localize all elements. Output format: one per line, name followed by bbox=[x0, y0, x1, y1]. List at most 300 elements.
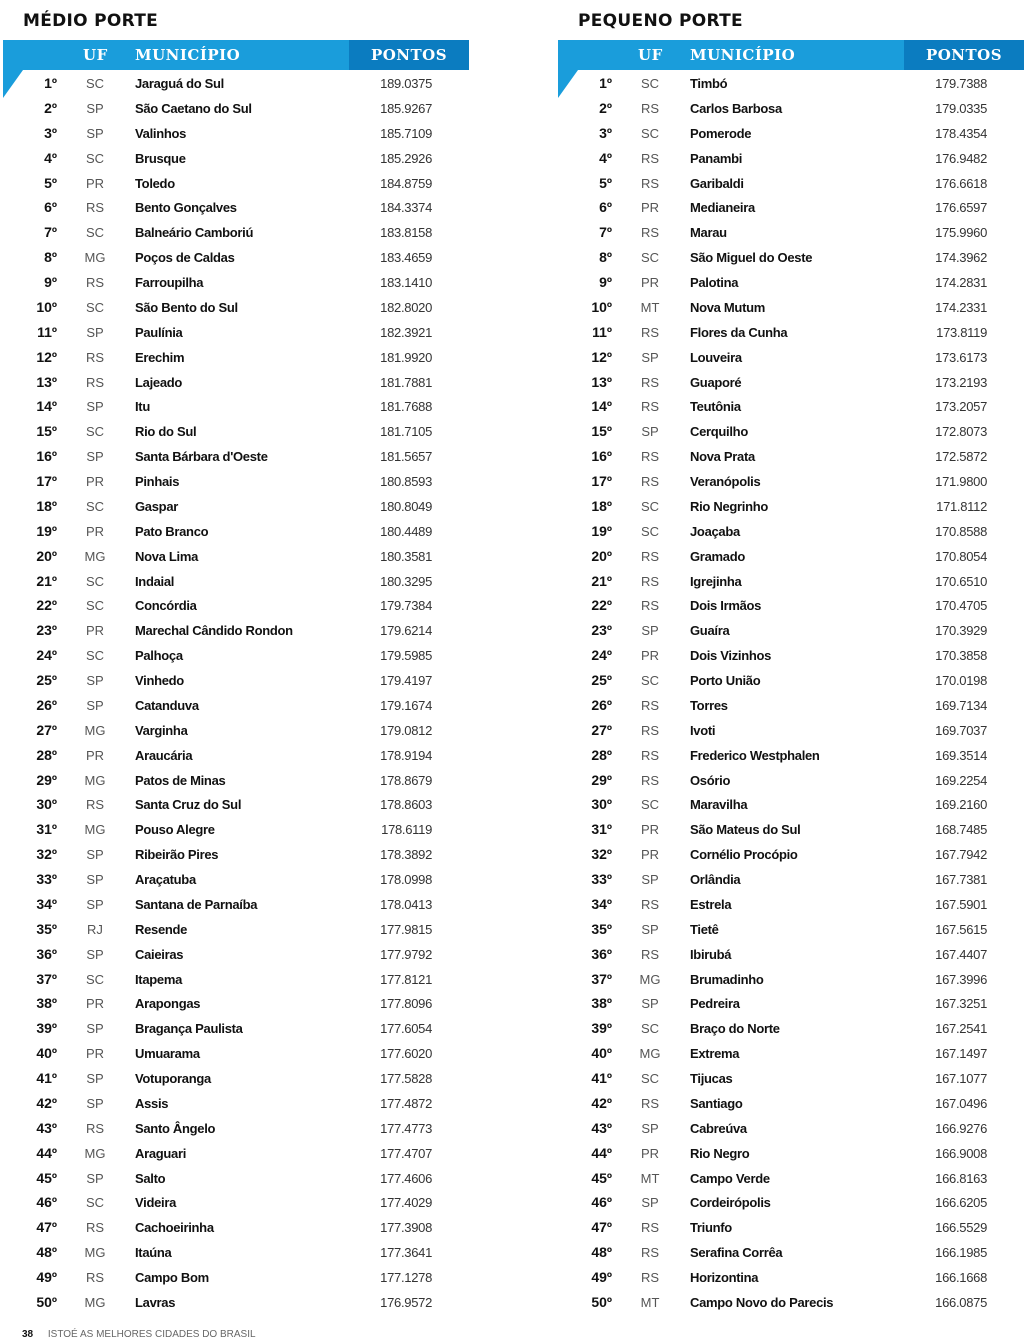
rank-cell: 15º bbox=[36, 423, 57, 440]
municipio-cell: Lavras bbox=[135, 1294, 176, 1310]
uf-cell: RS bbox=[640, 548, 660, 564]
pontos-cell: 179.4197 bbox=[380, 673, 432, 688]
table-row bbox=[3, 171, 469, 196]
uf-cell: SP bbox=[641, 623, 659, 639]
pontos-cell: 177.4029 bbox=[380, 1195, 432, 1211]
uf-cell: SC bbox=[85, 573, 105, 589]
municipio-header: MUNICÍPIO bbox=[690, 46, 796, 64]
municipio-cell: Torres bbox=[690, 697, 728, 713]
table-row bbox=[558, 1190, 1024, 1215]
uf-cell: SP bbox=[86, 125, 104, 141]
pontos-cell: 177.9815 bbox=[380, 921, 432, 937]
pontos-cell: 176.9572 bbox=[380, 1294, 432, 1310]
uf-cell: SC bbox=[85, 424, 105, 440]
municipio-cell: Tietê bbox=[690, 921, 719, 937]
medio-porte-title: MÉDIO PORTE bbox=[23, 11, 159, 31]
pontos-cell: 170.8054 bbox=[935, 548, 987, 564]
pontos-cell: 177.6020 bbox=[380, 1046, 432, 1062]
table-row bbox=[3, 1215, 469, 1240]
rank-cell: 20º bbox=[36, 547, 57, 564]
pontos-cell: 170.6510 bbox=[935, 573, 987, 589]
municipio-cell: Campo Bom bbox=[135, 1270, 209, 1285]
pontos-cell: 166.8163 bbox=[935, 1170, 987, 1186]
rank-cell: 49º bbox=[36, 1269, 57, 1285]
table-row bbox=[558, 469, 1024, 494]
rank-cell: 33º bbox=[591, 871, 612, 887]
pontos-cell: 177.3908 bbox=[380, 1220, 432, 1236]
medio-table-body bbox=[3, 71, 469, 1315]
uf-cell: RS bbox=[640, 449, 660, 465]
uf-cell: SC bbox=[640, 797, 660, 813]
uf-cell: SC bbox=[85, 76, 105, 91]
municipio-cell: Palhoça bbox=[135, 648, 183, 664]
uf-cell: RS bbox=[640, 598, 660, 614]
table-row bbox=[558, 1166, 1024, 1191]
rank-cell: 19º bbox=[36, 522, 57, 539]
table-row bbox=[3, 967, 469, 992]
rank-cell: 38º bbox=[36, 995, 57, 1012]
table-row bbox=[558, 295, 1024, 320]
municipio-cell: Nova Mutum bbox=[690, 299, 766, 315]
rank-cell: 22º bbox=[591, 597, 612, 614]
uf-cell: MT bbox=[640, 1294, 660, 1310]
uf-cell: SP bbox=[641, 1195, 659, 1211]
pontos-cell: 177.5828 bbox=[380, 1071, 432, 1086]
municipio-cell: Erechim bbox=[135, 349, 185, 365]
municipio-cell: Santiago bbox=[690, 1095, 743, 1111]
uf-cell: SP bbox=[641, 1120, 659, 1136]
uf-cell: SP bbox=[86, 1095, 104, 1111]
pontos-cell: 179.7384 bbox=[380, 598, 432, 614]
table-row bbox=[558, 270, 1024, 295]
municipio-cell: Igrejinha bbox=[690, 573, 742, 589]
table-row bbox=[558, 1290, 1024, 1315]
municipio-cell: Triunfo bbox=[690, 1220, 732, 1236]
table-row bbox=[558, 842, 1024, 867]
municipio-cell: Ribeirão Pires bbox=[135, 847, 219, 863]
table-row bbox=[3, 270, 469, 295]
table-row bbox=[558, 245, 1024, 270]
table-row bbox=[3, 1166, 469, 1191]
pontos-cell: 177.8096 bbox=[380, 996, 432, 1012]
municipio-cell: Joaçaba bbox=[690, 523, 740, 539]
municipio-cell: Panambi bbox=[690, 150, 743, 166]
municipio-cell: Orlândia bbox=[690, 872, 741, 887]
table-row bbox=[3, 195, 469, 220]
table-row bbox=[558, 967, 1024, 992]
pontos-cell: 178.3892 bbox=[380, 847, 432, 863]
rank-cell: 3º bbox=[599, 124, 612, 141]
uf-cell: SC bbox=[640, 498, 660, 514]
rank-cell: 9º bbox=[44, 274, 57, 290]
table-row bbox=[3, 295, 469, 320]
pontos-cell: 167.4407 bbox=[935, 946, 987, 962]
pontos-cell: 181.7105 bbox=[380, 424, 432, 440]
municipio-cell: Cerquilho bbox=[690, 424, 748, 440]
pontos-cell: 170.8588 bbox=[935, 523, 987, 539]
rank-cell: 29º bbox=[36, 771, 57, 788]
rank-cell: 23º bbox=[36, 622, 57, 639]
pontos-cell: 180.8593 bbox=[380, 474, 432, 489]
table-row bbox=[3, 519, 469, 544]
rank-cell: 1º bbox=[44, 75, 57, 91]
rank-cell: 16º bbox=[591, 448, 612, 465]
municipio-cell: Vinhedo bbox=[135, 673, 184, 688]
rank-cell: 29º bbox=[591, 771, 612, 788]
table-row bbox=[3, 569, 469, 594]
pontos-cell: 171.8112 bbox=[936, 498, 987, 514]
municipio-cell: Jaraguá do Sul bbox=[135, 76, 224, 91]
rank-cell: 34º bbox=[36, 895, 57, 912]
table-row bbox=[3, 643, 469, 668]
uf-cell: SP bbox=[641, 921, 659, 937]
pontos-cell: 167.1497 bbox=[935, 1046, 987, 1062]
rank-cell: 16º bbox=[36, 448, 57, 465]
uf-cell: SC bbox=[640, 523, 660, 539]
municipio-cell: Arapongas bbox=[135, 996, 201, 1012]
municipio-cell: Caieiras bbox=[135, 946, 184, 962]
municipio-cell: Flores da Cunha bbox=[690, 324, 788, 340]
table-row bbox=[3, 743, 469, 768]
rank-cell: 19º bbox=[591, 522, 612, 539]
medio-table-header bbox=[3, 40, 469, 70]
uf-cell: SP bbox=[86, 1071, 104, 1086]
municipio-cell: Cordeirópolis bbox=[690, 1195, 771, 1211]
rank-cell: 30º bbox=[36, 796, 57, 813]
uf-cell: SP bbox=[86, 399, 104, 415]
municipio-cell: Rio do Sul bbox=[135, 424, 197, 440]
rank-cell: 10º bbox=[591, 298, 612, 315]
table-row bbox=[558, 892, 1024, 917]
pontos-cell: 166.1985 bbox=[935, 1245, 987, 1261]
pontos-cell: 173.8119 bbox=[936, 324, 987, 340]
uf-cell: RS bbox=[85, 374, 105, 390]
table-row bbox=[3, 917, 469, 942]
table-row bbox=[558, 1116, 1024, 1141]
pontos-cell: 177.9792 bbox=[380, 946, 432, 962]
rank-cell: 31º bbox=[591, 821, 612, 838]
table-row bbox=[558, 146, 1024, 171]
municipio-cell: Nova Lima bbox=[135, 548, 199, 564]
pontos-cell: 169.7134 bbox=[935, 697, 987, 713]
municipio-cell: Campo Novo do Parecis bbox=[690, 1294, 834, 1310]
table-row bbox=[558, 569, 1024, 594]
pontos-cell: 177.8121 bbox=[380, 971, 432, 987]
uf-cell: RS bbox=[85, 1220, 105, 1236]
rank-cell: 37º bbox=[591, 970, 612, 987]
rank-cell: 33º bbox=[36, 871, 57, 887]
uf-cell: RS bbox=[85, 1270, 105, 1285]
pontos-cell: 177.4872 bbox=[380, 1095, 432, 1111]
municipio-cell: Itaúna bbox=[135, 1245, 172, 1261]
uf-cell: RS bbox=[640, 175, 660, 191]
rank-cell: 12º bbox=[36, 348, 57, 365]
pontos-header: PONTOS bbox=[370, 46, 448, 64]
pontos-cell: 167.1077 bbox=[935, 1071, 987, 1086]
table-row bbox=[3, 71, 469, 96]
pontos-cell: 170.0198 bbox=[935, 673, 987, 688]
uf-cell: MG bbox=[84, 822, 106, 838]
municipio-cell: Pedreira bbox=[690, 996, 740, 1012]
rank-cell: 26º bbox=[591, 696, 612, 713]
pontos-cell: 185.7109 bbox=[380, 125, 432, 141]
uf-cell: RS bbox=[640, 722, 660, 738]
municipio-cell: Pato Branco bbox=[135, 523, 209, 539]
uf-header: UF bbox=[83, 46, 108, 64]
table-row bbox=[3, 991, 469, 1016]
table-row bbox=[3, 544, 469, 569]
uf-cell: MG bbox=[84, 1245, 106, 1261]
municipio-cell: Bento Gonçalves bbox=[135, 200, 237, 216]
rank-cell: 3º bbox=[44, 124, 57, 141]
municipio-cell: Nova Prata bbox=[690, 449, 755, 465]
rank-cell: 4º bbox=[44, 149, 57, 166]
pontos-cell: 184.8759 bbox=[380, 175, 432, 191]
table-row bbox=[558, 96, 1024, 121]
rank-cell: 14º bbox=[591, 398, 612, 415]
uf-cell: PR bbox=[85, 474, 105, 489]
rank-cell: 42º bbox=[36, 1094, 57, 1111]
uf-cell: RS bbox=[640, 747, 660, 763]
municipio-cell: São Miguel do Oeste bbox=[690, 250, 813, 266]
rank-cell: 5º bbox=[599, 174, 612, 191]
table-row bbox=[3, 1141, 469, 1166]
rank-cell: 6º bbox=[599, 199, 612, 216]
rank-cell: 5º bbox=[44, 174, 57, 191]
rank-cell: 24º bbox=[591, 647, 612, 664]
uf-cell: MT bbox=[640, 299, 660, 315]
municipio-cell: Dois Vizinhos bbox=[690, 648, 772, 664]
table-row bbox=[3, 618, 469, 643]
table-row bbox=[558, 693, 1024, 718]
rank-cell: 26º bbox=[36, 696, 57, 713]
rank-cell: 23º bbox=[591, 622, 612, 639]
table-row bbox=[3, 1240, 469, 1265]
pontos-cell: 178.0998 bbox=[380, 872, 432, 887]
uf-cell: SP bbox=[86, 946, 104, 962]
uf-cell: PR bbox=[640, 822, 660, 838]
rank-cell: 32º bbox=[36, 846, 57, 863]
rank-cell: 21º bbox=[591, 572, 612, 589]
municipio-cell: Cachoeirinha bbox=[135, 1220, 214, 1236]
pontos-cell: 174.3962 bbox=[935, 250, 987, 266]
rank-cell: 40º bbox=[36, 1045, 57, 1062]
municipio-cell: Brumadinho bbox=[690, 971, 764, 987]
footer-text: ISTOÉ AS MELHORES CIDADES DO BRASIL bbox=[47, 1329, 256, 1340]
uf-cell: SP bbox=[641, 872, 659, 887]
pequeno-table-body bbox=[558, 71, 1024, 1315]
pontos-cell: 175.9960 bbox=[935, 225, 987, 241]
table-row bbox=[3, 942, 469, 967]
rank-cell: 34º bbox=[591, 895, 612, 912]
uf-cell: MG bbox=[639, 1046, 661, 1062]
table-row bbox=[558, 519, 1024, 544]
municipio-cell: Tijucas bbox=[690, 1071, 733, 1086]
rank-cell: 36º bbox=[36, 945, 57, 962]
pontos-cell: 180.3581 bbox=[380, 548, 432, 564]
rank-cell: 24º bbox=[36, 647, 57, 664]
table-row bbox=[3, 892, 469, 917]
rank-cell: 2º bbox=[599, 99, 612, 116]
pontos-cell: 169.7037 bbox=[935, 722, 987, 738]
table-row bbox=[558, 419, 1024, 444]
municipio-cell: Votuporanga bbox=[135, 1071, 211, 1086]
uf-cell: RS bbox=[640, 573, 660, 589]
pontos-cell: 176.6597 bbox=[935, 200, 987, 216]
rank-cell: 1º bbox=[599, 75, 612, 91]
table-row bbox=[3, 1290, 469, 1315]
municipio-cell: Paulínia bbox=[135, 324, 183, 340]
municipio-cell: Concórdia bbox=[135, 598, 197, 614]
pontos-cell: 168.7485 bbox=[935, 822, 987, 838]
rank-cell: 18º bbox=[591, 497, 612, 514]
table-row bbox=[558, 792, 1024, 817]
uf-cell: RJ bbox=[87, 921, 103, 937]
municipio-cell: Videira bbox=[135, 1195, 177, 1211]
table-row bbox=[558, 1265, 1024, 1290]
municipio-cell: Araguari bbox=[135, 1145, 187, 1161]
uf-header: UF bbox=[638, 46, 663, 64]
uf-cell: SC bbox=[85, 648, 105, 664]
municipio-cell: Teutônia bbox=[690, 399, 741, 415]
table-row bbox=[558, 1066, 1024, 1091]
uf-cell: SP bbox=[641, 996, 659, 1012]
municipio-cell: Balneário Camboriú bbox=[135, 225, 254, 241]
rank-cell: 7º bbox=[44, 224, 57, 241]
pontos-cell: 167.5901 bbox=[935, 896, 987, 912]
uf-cell: SC bbox=[85, 150, 105, 166]
table-row bbox=[558, 494, 1024, 519]
municipio-cell: Rio Negro bbox=[690, 1145, 750, 1161]
uf-cell: SC bbox=[85, 225, 105, 241]
table-row bbox=[558, 320, 1024, 345]
uf-cell: RS bbox=[640, 1270, 660, 1285]
pontos-cell: 172.5872 bbox=[935, 449, 987, 465]
pontos-cell: 167.3251 bbox=[935, 996, 987, 1012]
pontos-cell: 169.2254 bbox=[935, 772, 987, 788]
table-row bbox=[558, 1215, 1024, 1240]
pontos-cell: 167.2541 bbox=[935, 1021, 987, 1037]
rank-cell: 46º bbox=[36, 1194, 57, 1211]
uf-cell: PR bbox=[85, 996, 105, 1012]
rank-cell: 47º bbox=[36, 1219, 57, 1236]
municipio-cell: Osório bbox=[690, 772, 731, 788]
table-row bbox=[558, 817, 1024, 842]
pontos-cell: 171.9800 bbox=[935, 474, 987, 489]
municipio-cell: Bragança Paulista bbox=[135, 1021, 243, 1037]
uf-cell: RS bbox=[640, 374, 660, 390]
uf-cell: MG bbox=[84, 1294, 106, 1310]
rank-cell: 27º bbox=[591, 721, 612, 738]
rank-cell: 48º bbox=[591, 1244, 612, 1261]
table-row bbox=[3, 419, 469, 444]
rank-cell: 11º bbox=[37, 323, 57, 340]
pontos-cell: 180.3295 bbox=[380, 573, 432, 589]
uf-cell: RS bbox=[85, 200, 105, 216]
table-row bbox=[558, 121, 1024, 146]
table-row bbox=[558, 394, 1024, 419]
uf-cell: MG bbox=[639, 971, 661, 987]
uf-cell: SP bbox=[86, 847, 104, 863]
uf-cell: SC bbox=[640, 673, 660, 688]
rank-cell: 13º bbox=[36, 373, 57, 390]
rank-cell: 35º bbox=[591, 920, 612, 937]
uf-cell: SC bbox=[85, 299, 105, 315]
municipio-cell: Porto União bbox=[690, 673, 761, 688]
municipio-cell: Marau bbox=[690, 225, 727, 241]
rank-cell: 13º bbox=[591, 373, 612, 390]
table-row bbox=[3, 370, 469, 395]
municipio-cell: Extrema bbox=[690, 1046, 740, 1062]
table-row bbox=[558, 1141, 1024, 1166]
table-row bbox=[558, 171, 1024, 196]
rank-cell: 41º bbox=[591, 1070, 612, 1086]
municipio-cell: Indaial bbox=[135, 573, 175, 589]
table-row bbox=[3, 718, 469, 743]
rank-cell: 2º bbox=[44, 99, 57, 116]
pontos-cell: 178.9194 bbox=[380, 747, 432, 763]
rank-cell: 37º bbox=[36, 970, 57, 987]
uf-cell: RS bbox=[640, 1095, 660, 1111]
municipio-cell: Santo Ângelo bbox=[135, 1120, 216, 1136]
uf-cell: SP bbox=[86, 896, 104, 912]
rank-cell: 43º bbox=[591, 1119, 612, 1136]
municipio-cell: Palotina bbox=[690, 275, 739, 290]
pontos-cell: 177.1278 bbox=[380, 1270, 432, 1285]
municipio-cell: Medianeira bbox=[690, 200, 755, 216]
pontos-cell: 179.6214 bbox=[380, 623, 432, 639]
municipio-cell: Guaíra bbox=[690, 623, 730, 639]
pontos-cell: 178.6119 bbox=[381, 822, 432, 838]
table-row bbox=[558, 618, 1024, 643]
rank-cell: 39º bbox=[591, 1020, 612, 1037]
pontos-cell: 180.8049 bbox=[380, 498, 432, 514]
municipio-cell: Catanduva bbox=[135, 697, 199, 713]
municipio-cell: Itu bbox=[135, 399, 150, 415]
rank-cell: 11º bbox=[592, 323, 612, 340]
rank-cell: 35º bbox=[36, 920, 57, 937]
rank-cell: 10º bbox=[36, 298, 57, 315]
uf-cell: RS bbox=[640, 1245, 660, 1261]
pequeno-porte-title: PEQUENO PORTE bbox=[578, 11, 743, 31]
pontos-cell: 183.1410 bbox=[380, 275, 432, 290]
municipio-cell: Pomerode bbox=[690, 125, 752, 141]
municipio-cell: Umuarama bbox=[135, 1046, 200, 1062]
table-row bbox=[3, 668, 469, 693]
pontos-cell: 182.3921 bbox=[380, 324, 432, 340]
uf-cell: RS bbox=[640, 100, 660, 116]
uf-cell: PR bbox=[85, 623, 105, 639]
municipio-cell: São Bento do Sul bbox=[135, 299, 238, 315]
municipio-cell: Braço do Norte bbox=[690, 1021, 780, 1037]
rank-cell: 20º bbox=[591, 547, 612, 564]
rank-cell: 4º bbox=[599, 149, 612, 166]
page-footer bbox=[22, 1329, 256, 1340]
rank-cell: 7º bbox=[599, 224, 612, 241]
pontos-cell: 177.4606 bbox=[380, 1170, 432, 1186]
uf-cell: PR bbox=[640, 1145, 660, 1161]
rank-cell: 31º bbox=[36, 821, 57, 838]
uf-cell: SP bbox=[86, 449, 104, 465]
table-row bbox=[558, 195, 1024, 220]
municipio-cell: Farroupilha bbox=[135, 275, 204, 290]
pontos-cell: 178.8603 bbox=[380, 797, 432, 813]
rank-cell: 17º bbox=[36, 473, 57, 489]
pontos-cell: 167.5615 bbox=[935, 921, 987, 937]
rank-cell: 41º bbox=[36, 1070, 57, 1086]
municipio-cell: Araçatuba bbox=[135, 872, 196, 887]
pontos-cell: 173.2057 bbox=[935, 399, 987, 415]
